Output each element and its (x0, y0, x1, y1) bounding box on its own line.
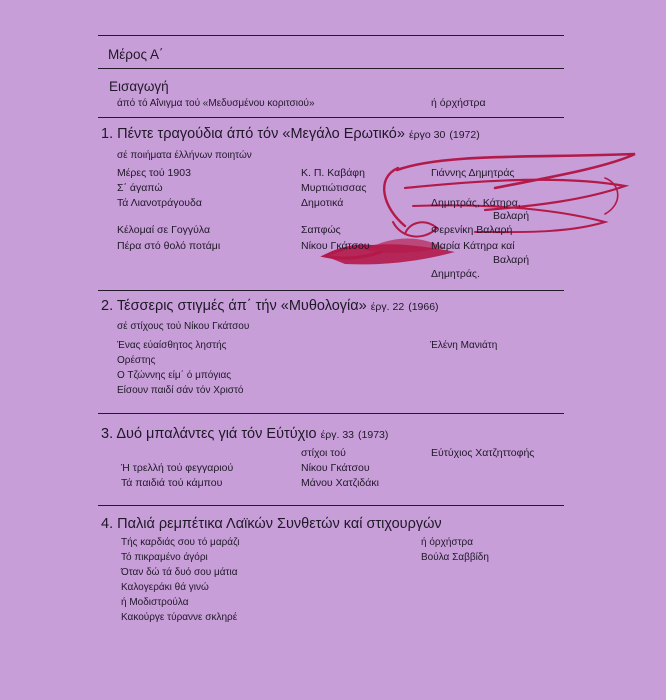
section3-number: 3. (101, 426, 114, 442)
s4-song: Καλογεράκι θά γινώ (121, 582, 209, 593)
divider (98, 68, 564, 69)
intro-performer: ή όρχήστρα (431, 97, 486, 109)
section2-singer: Έλένη Μανιάτη (430, 340, 498, 351)
section1-subtitle: σέ ποιήματα έλλήνων ποιητών (117, 150, 252, 161)
s1-singer: Μαρία Κάτηρα καί (431, 240, 515, 252)
divider (98, 413, 564, 414)
section4-title-text: Παλιά ρεμπέτικα Λαϊκών Συνθετών καί στιχουργών (117, 516, 442, 532)
section3-year: (1973) (358, 429, 389, 441)
section1-title (101, 126, 480, 144)
s2-song: Είσουν παιδί σάν τόν Χριστό (117, 385, 244, 396)
section1-year: (1972) (449, 129, 480, 141)
s1-song: Κέλομαί σε Γογγύλα (117, 224, 211, 236)
s3-poet: Μάνου Χατζιδάκι (301, 477, 379, 489)
section1-title-c: » (396, 126, 405, 142)
section1-title-b: Μεγάλο Ερωτικό (290, 126, 397, 142)
divider (98, 505, 564, 506)
section2-year: (1966) (408, 301, 439, 313)
section2-work: έργ. 22 (370, 301, 405, 313)
section2-title-c: » (358, 298, 367, 314)
section4-title (101, 516, 442, 533)
s1-poet: Σαπφώς (301, 224, 341, 236)
section1-title-a: Πέντε τραγούδια άπό τόν « (117, 126, 291, 142)
s1-singer: Δημητράς, Κάτηρα, (431, 197, 521, 209)
s1-song: Μέρες τού 1903 (117, 167, 191, 179)
divider (98, 35, 564, 36)
s1-singer: Βαλαρή (493, 210, 530, 222)
section3-title (101, 426, 388, 444)
s1-song: Τά Λιανοτράγουδα (117, 197, 202, 209)
s1-poet: Κ. Π. Καβάφη (301, 167, 365, 179)
section2-subtitle: σέ στίχους τού Νίκου Γκάτσου (117, 321, 250, 332)
section2-title-a: Τέσσερις στιγμές άπ΄ τήν « (116, 298, 289, 314)
section2-number: 2. (101, 298, 114, 314)
s2-song: Ορέστης (117, 355, 156, 366)
section1-work: έργο 30 (408, 129, 446, 141)
s1-poet: Δημοτικά (301, 197, 344, 209)
s1-song: Σ΄ άγαπώ (117, 182, 163, 194)
s1-singer: Γιάννης Δημητράς (431, 167, 515, 179)
s4-song: Κακούργε τύραννε σκληρέ (121, 612, 238, 623)
intro-title: Εισαγωγή (109, 79, 169, 94)
s2-song: Ένας εύαίσθητος ληστής (117, 340, 227, 351)
divider (98, 117, 564, 118)
s1-song: Πέρα στό θολό ποτάμι (117, 240, 221, 252)
section2-title (101, 298, 439, 316)
section3-singer: Εύτύχιος Χατζηττοφής (431, 447, 535, 459)
s4-song: Όταν δώ τά δυό σου μάτια (121, 567, 238, 578)
s2-song: Ο Τζώννης είμ΄ ό μπόγιας (117, 370, 232, 381)
section4-number: 4. (101, 516, 114, 532)
s1-singer: Φερενίκη Βαλαρή (431, 224, 513, 236)
part-title: Μέρος Α΄ (108, 47, 164, 62)
s1-singer: Δημητράς. (431, 268, 480, 280)
s1-singer: Βαλαρή (493, 254, 530, 266)
divider (98, 290, 564, 291)
s4-song: ή Μοδιστρούλα (121, 597, 189, 608)
section1-number: 1. (101, 126, 114, 142)
section3-lyrics-label: στίχοι τού (301, 447, 346, 459)
s1-poet: Μυρτιώτισσας (301, 182, 367, 194)
intro-subtitle: άπό τό Αΐνιγμα τού «Μεδυσμένου κοριτσιού» (117, 98, 315, 109)
s3-song: Τά παιδιά τού κάμπου (121, 477, 223, 489)
section2-title-b: Μυθολογία (288, 298, 359, 314)
s4-performer: ή όρχήστρα (421, 537, 473, 548)
section3-title-text: Δυό μπαλάντες γιά τόν Εύτύχιο (116, 426, 317, 442)
section3-work: έργ. 33 (320, 429, 355, 441)
s4-performer: Βούλα Σαββίδη (421, 552, 489, 563)
s4-song: Τής καρδιάς σου τό μαράζι (121, 537, 240, 548)
s4-song: Τό πικραμένο άγόρι (121, 552, 208, 563)
s1-poet: Νίκου Γκάτσου (301, 240, 370, 252)
s3-song: Ή τρελλή τού φεγγαριού (121, 462, 234, 474)
s3-poet: Νίκου Γκάτσου (301, 462, 370, 474)
